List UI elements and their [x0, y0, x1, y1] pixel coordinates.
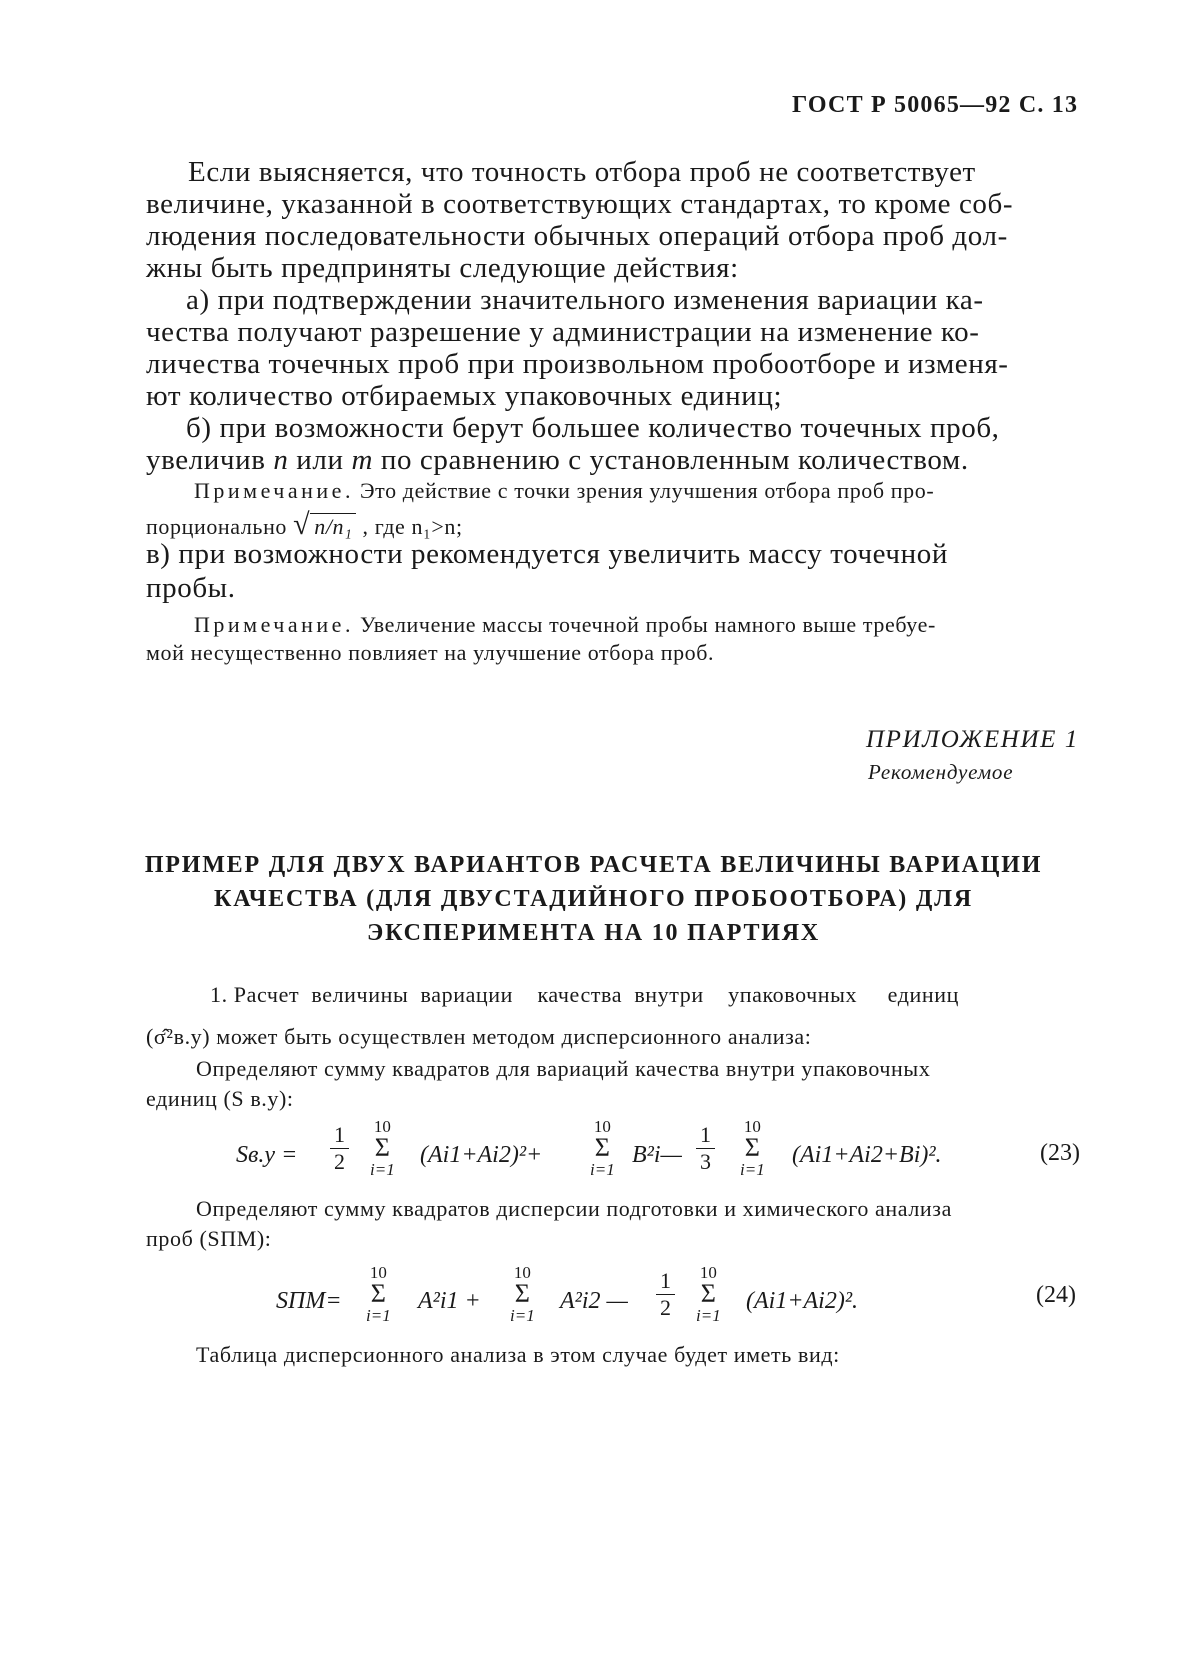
summation-icon [590, 1118, 615, 1178]
sum-lower-limit: i=1 [366, 1306, 391, 1325]
note-2-line-2: мой несущественно повлияет на улучшение отбора проб. [146, 640, 715, 665]
sum-upper-limit: 10 [699, 1263, 717, 1282]
fraction-numerator: 1 [696, 1122, 715, 1149]
radicand: n/n₁ [310, 513, 356, 539]
item-c-line: в) при возможности рекомендуется увеличить массу точечной [146, 538, 948, 570]
middle-text-line: Определяют сумму квадратов дисперсии подготовки и химического анализа [196, 1196, 952, 1221]
section-1-line [146, 1024, 811, 1050]
formula-term: A²i2 — [560, 1288, 628, 1314]
sigma-hat-symbol: (σ̂²в.у) [146, 1024, 211, 1049]
fraction-numerator: 1 [330, 1122, 349, 1149]
body-line: б) при возможности берут большее количество точечных проб, [186, 412, 1000, 444]
appendix-subtitle: Рекомендуемое [868, 760, 1014, 784]
sum-symbol: Σ [370, 1279, 386, 1308]
section-heading-line: ПРИМЕР ДЛЯ ДВУХ ВАРИАНТОВ РАСЧЕТА ВЕЛИЧИНЫ ВАРИАЦИИ [144, 852, 1043, 878]
text-fragment: может быть осуществлен методом дисперсионного анализа: [210, 1024, 812, 1049]
sum-lower-limit: i=1 [590, 1160, 615, 1179]
sum-upper-limit: 10 [373, 1117, 391, 1136]
radical-sign-icon: √ [293, 508, 311, 541]
formula-term: (Ai1+Ai2)². [746, 1288, 859, 1314]
text-fragment: увеличив [146, 444, 274, 476]
equation-number: (24) [1036, 1282, 1076, 1308]
summation-icon [510, 1264, 535, 1324]
middle-text-line: проб (SПМ): [146, 1226, 272, 1251]
fraction-one-half [330, 1122, 349, 1175]
body-line: людения последовательности обычных операций отбора проб дол- [146, 220, 1008, 252]
text-fragment: по сравнению с установленным количеством. [373, 444, 969, 476]
sum-lower-limit: i=1 [370, 1160, 395, 1179]
fraction-one-half [656, 1268, 675, 1321]
final-text-line: Таблица дисперсионного анализа в этом случае будет иметь вид: [196, 1342, 840, 1367]
formula-lhs: SПМ= [276, 1288, 342, 1314]
item-c-line: пробы. [146, 572, 236, 604]
sum-upper-limit: 10 [513, 1263, 531, 1282]
section-heading-line: ЭКСПЕРИМЕНТА НА 10 ПАРТИЯХ [367, 920, 820, 946]
fraction-denominator: 2 [334, 1149, 345, 1174]
sum-lower-limit: i=1 [696, 1306, 721, 1325]
note-text: Увеличение массы точечной пробы намного выше требуе- [353, 612, 936, 637]
body-line: Если выясняется, что точность отбора проб не соответствует [188, 156, 976, 188]
note-text: , где n₁>n; [356, 514, 463, 539]
note-2-line-1 [194, 612, 936, 638]
fraction-numerator: 1 [656, 1268, 675, 1295]
summation-icon [370, 1118, 395, 1178]
summation-icon [696, 1264, 721, 1324]
sum-symbol: Σ [744, 1133, 760, 1162]
fraction-denominator: 3 [700, 1149, 711, 1174]
section-1-line: единиц (S в.у): [146, 1086, 294, 1111]
note-text: порционально [146, 514, 288, 539]
section-1-line: 1. Расчет величины вариации качества внутри упаковочных единиц [210, 982, 959, 1007]
fraction-denominator: 2 [660, 1295, 671, 1320]
note-1-line-2 [146, 508, 463, 542]
sum-symbol: Σ [374, 1133, 390, 1162]
summation-icon [740, 1118, 765, 1178]
item-b-line-2 [146, 444, 969, 477]
note-label: Примечание. [194, 612, 354, 637]
note-label: Примечание. [194, 478, 354, 503]
body-line: а) при подтверждении значительного изменения вариации ка- [186, 284, 984, 316]
sum-upper-limit: 10 [743, 1117, 761, 1136]
page-header: ГОСТ Р 50065—92 С. 13 [792, 92, 1079, 118]
formula-term: (Ai1+Ai2+Bi)². [792, 1142, 942, 1168]
body-line: жны быть предприняты следующие действия: [146, 252, 739, 284]
body-line: чества получают разрешение у администрации на изменение ко- [146, 316, 980, 348]
section-1-line: Определяют сумму квадратов для вариаций качества внутри упаковочных [196, 1056, 931, 1081]
sum-symbol: Σ [594, 1133, 610, 1162]
section-heading-line: КАЧЕСТВА (ДЛЯ ДВУСТАДИЙНОГО ПРОБООТБОРА) ДЛЯ [214, 886, 973, 912]
variable-m: m [351, 444, 374, 476]
appendix-title: ПРИЛОЖЕНИЕ 1 [866, 726, 1079, 753]
summation-icon [366, 1264, 391, 1324]
square-root-expression [293, 508, 356, 542]
sum-upper-limit: 10 [369, 1263, 387, 1282]
formula-term: B²i— [632, 1142, 682, 1168]
body-line: ют количество отбираемых упаковочных единиц; [146, 380, 783, 412]
body-line: величине, указанной в соответствующих стандартах, то кроме соб- [146, 188, 1014, 220]
sum-upper-limit: 10 [593, 1117, 611, 1136]
formula-term: A²i1 + [418, 1288, 481, 1314]
note-text: Это действие с точки зрения улучшения отбора проб про- [353, 478, 935, 503]
formula-lhs: Sв.у = [236, 1142, 298, 1168]
sum-lower-limit: i=1 [510, 1306, 535, 1325]
note-1-line-1 [194, 478, 934, 504]
formula-term: (Ai1+Ai2)²+ [420, 1142, 543, 1168]
sum-symbol: Σ [700, 1279, 716, 1308]
fraction-one-third [696, 1122, 715, 1175]
equation-number: (23) [1040, 1140, 1080, 1166]
text-fragment: или [288, 444, 352, 476]
variable-n: n [273, 444, 289, 476]
sum-symbol: Σ [514, 1279, 530, 1308]
body-line: личества точечных проб при произвольном пробоотборе и изменя- [146, 348, 1009, 380]
sum-lower-limit: i=1 [740, 1160, 765, 1179]
